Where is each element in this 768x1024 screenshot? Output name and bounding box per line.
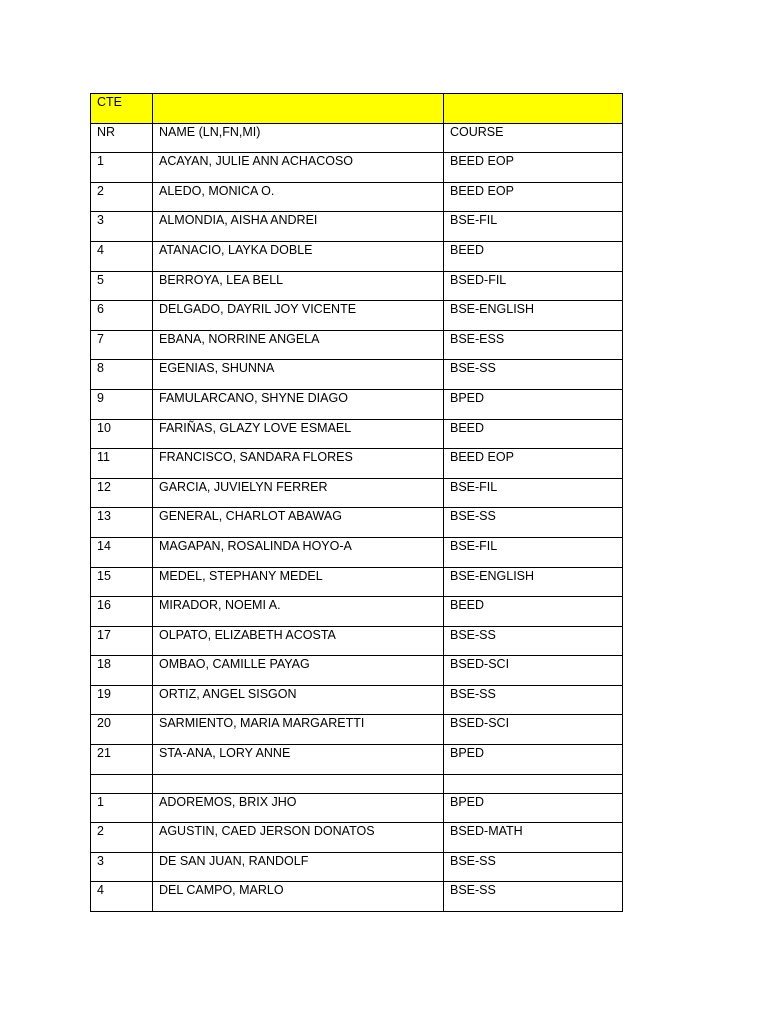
course-cell: BSE-SS <box>444 626 623 656</box>
student-name-cell: OLPATO, ELIZABETH ACOSTA <box>153 626 444 656</box>
table-row <box>91 419 623 449</box>
course-cell: BEED EOP <box>444 449 623 479</box>
table-row <box>91 793 623 823</box>
student-name-cell: EGENIAS, SHUNNA <box>153 360 444 390</box>
table-row <box>91 301 623 331</box>
course-cell: BPED <box>444 389 623 419</box>
row-number-cell: 4 <box>91 882 153 912</box>
column-header-row <box>91 123 623 153</box>
student-name-cell: ATANACIO, LAYKA DOBLE <box>153 241 444 271</box>
student-roster-table <box>90 93 623 912</box>
empty-cell <box>91 774 153 793</box>
row-number-cell: 2 <box>91 823 153 853</box>
course-cell: BSED-SCI <box>444 715 623 745</box>
table-row <box>91 685 623 715</box>
table-row <box>91 508 623 538</box>
course-cell: BSE-ENGLISH <box>444 567 623 597</box>
row-number-cell: 4 <box>91 241 153 271</box>
table-row <box>91 478 623 508</box>
student-name-cell: EBANA, NORRINE ANGELA <box>153 330 444 360</box>
blank-separator-row <box>91 774 623 793</box>
column-header-name: NAME (LN,FN,MI) <box>153 123 444 153</box>
header-empty-cell <box>153 94 444 124</box>
header-label-cell: CTE <box>91 94 153 124</box>
course-cell: BSE-ESS <box>444 330 623 360</box>
row-number-cell: 9 <box>91 389 153 419</box>
empty-cell <box>444 774 623 793</box>
student-name-cell: STA-ANA, LORY ANNE <box>153 745 444 775</box>
table-row <box>91 882 623 912</box>
course-cell: BSE-FIL <box>444 478 623 508</box>
student-name-cell: FARIÑAS, GLAZY LOVE ESMAEL <box>153 419 444 449</box>
table-row <box>91 153 623 183</box>
student-name-cell: MAGAPAN, ROSALINDA HOYO-A <box>153 537 444 567</box>
empty-cell <box>153 774 444 793</box>
column-header-course: COURSE <box>444 123 623 153</box>
table-row <box>91 360 623 390</box>
student-name-cell: ALMONDIA, AISHA ANDREI <box>153 212 444 242</box>
table-row <box>91 449 623 479</box>
table-row <box>91 745 623 775</box>
student-name-cell: AGUSTIN, CAED JERSON DONATOS <box>153 823 444 853</box>
course-cell: BEED <box>444 597 623 627</box>
row-number-cell: 20 <box>91 715 153 745</box>
row-number-cell: 14 <box>91 537 153 567</box>
row-number-cell: 21 <box>91 745 153 775</box>
row-number-cell: 11 <box>91 449 153 479</box>
row-number-cell: 2 <box>91 182 153 212</box>
student-name-cell: GARCIA, JUVIELYN FERRER <box>153 478 444 508</box>
table-row <box>91 389 623 419</box>
header-empty-cell <box>444 94 623 124</box>
student-name-cell: MIRADOR, NOEMI A. <box>153 597 444 627</box>
table-row <box>91 330 623 360</box>
row-number-cell: 18 <box>91 656 153 686</box>
table-row <box>91 182 623 212</box>
course-cell: BSE-SS <box>444 852 623 882</box>
table-row <box>91 626 623 656</box>
table-row <box>91 656 623 686</box>
column-header-nr: NR <box>91 123 153 153</box>
course-cell: BSE-SS <box>444 685 623 715</box>
row-number-cell: 15 <box>91 567 153 597</box>
student-name-cell: DE SAN JUAN, RANDOLF <box>153 852 444 882</box>
row-number-cell: 8 <box>91 360 153 390</box>
course-cell: BSE-FIL <box>444 212 623 242</box>
student-name-cell: GENERAL, CHARLOT ABAWAG <box>153 508 444 538</box>
course-cell: BSE-SS <box>444 508 623 538</box>
row-number-cell: 3 <box>91 852 153 882</box>
table-row <box>91 852 623 882</box>
row-number-cell: 5 <box>91 271 153 301</box>
row-number-cell: 1 <box>91 153 153 183</box>
course-cell: BPED <box>444 745 623 775</box>
course-cell: BSE-SS <box>444 360 623 390</box>
course-cell: BEED EOP <box>444 182 623 212</box>
student-name-cell: ALEDO, MONICA O. <box>153 182 444 212</box>
row-number-cell: 10 <box>91 419 153 449</box>
table-row <box>91 597 623 627</box>
course-cell: BSE-FIL <box>444 537 623 567</box>
header-row-highlighted <box>91 94 623 124</box>
row-number-cell: 12 <box>91 478 153 508</box>
student-name-cell: DEL CAMPO, MARLO <box>153 882 444 912</box>
course-cell: BSE-SS <box>444 882 623 912</box>
student-name-cell: ORTIZ, ANGEL SISGON <box>153 685 444 715</box>
course-cell: BSED-SCI <box>444 656 623 686</box>
student-name-cell: ACAYAN, JULIE ANN ACHACOSO <box>153 153 444 183</box>
row-number-cell: 3 <box>91 212 153 242</box>
course-cell: BSED-FIL <box>444 271 623 301</box>
course-cell: BEED <box>444 419 623 449</box>
course-cell: BSE-ENGLISH <box>444 301 623 331</box>
student-name-cell: MEDEL, STEPHANY MEDEL <box>153 567 444 597</box>
course-cell: BSED-MATH <box>444 823 623 853</box>
table-row <box>91 271 623 301</box>
table-row <box>91 567 623 597</box>
row-number-cell: 17 <box>91 626 153 656</box>
row-number-cell: 7 <box>91 330 153 360</box>
table-row <box>91 715 623 745</box>
course-cell: BPED <box>444 793 623 823</box>
row-number-cell: 6 <box>91 301 153 331</box>
student-name-cell: FAMULARCANO, SHYNE DIAGO <box>153 389 444 419</box>
row-number-cell: 16 <box>91 597 153 627</box>
row-number-cell: 1 <box>91 793 153 823</box>
student-name-cell: DELGADO, DAYRIL JOY VICENTE <box>153 301 444 331</box>
student-name-cell: ADOREMOS, BRIX JHO <box>153 793 444 823</box>
course-cell: BEED EOP <box>444 153 623 183</box>
row-number-cell: 13 <box>91 508 153 538</box>
student-name-cell: BERROYA, LEA BELL <box>153 271 444 301</box>
table-row <box>91 823 623 853</box>
student-name-cell: OMBAO, CAMILLE PAYAG <box>153 656 444 686</box>
row-number-cell: 19 <box>91 685 153 715</box>
course-cell: BEED <box>444 241 623 271</box>
student-name-cell: FRANCISCO, SANDARA FLORES <box>153 449 444 479</box>
table-row <box>91 212 623 242</box>
table-row <box>91 537 623 567</box>
student-name-cell: SARMIENTO, MARIA MARGARETTI <box>153 715 444 745</box>
table-row <box>91 241 623 271</box>
